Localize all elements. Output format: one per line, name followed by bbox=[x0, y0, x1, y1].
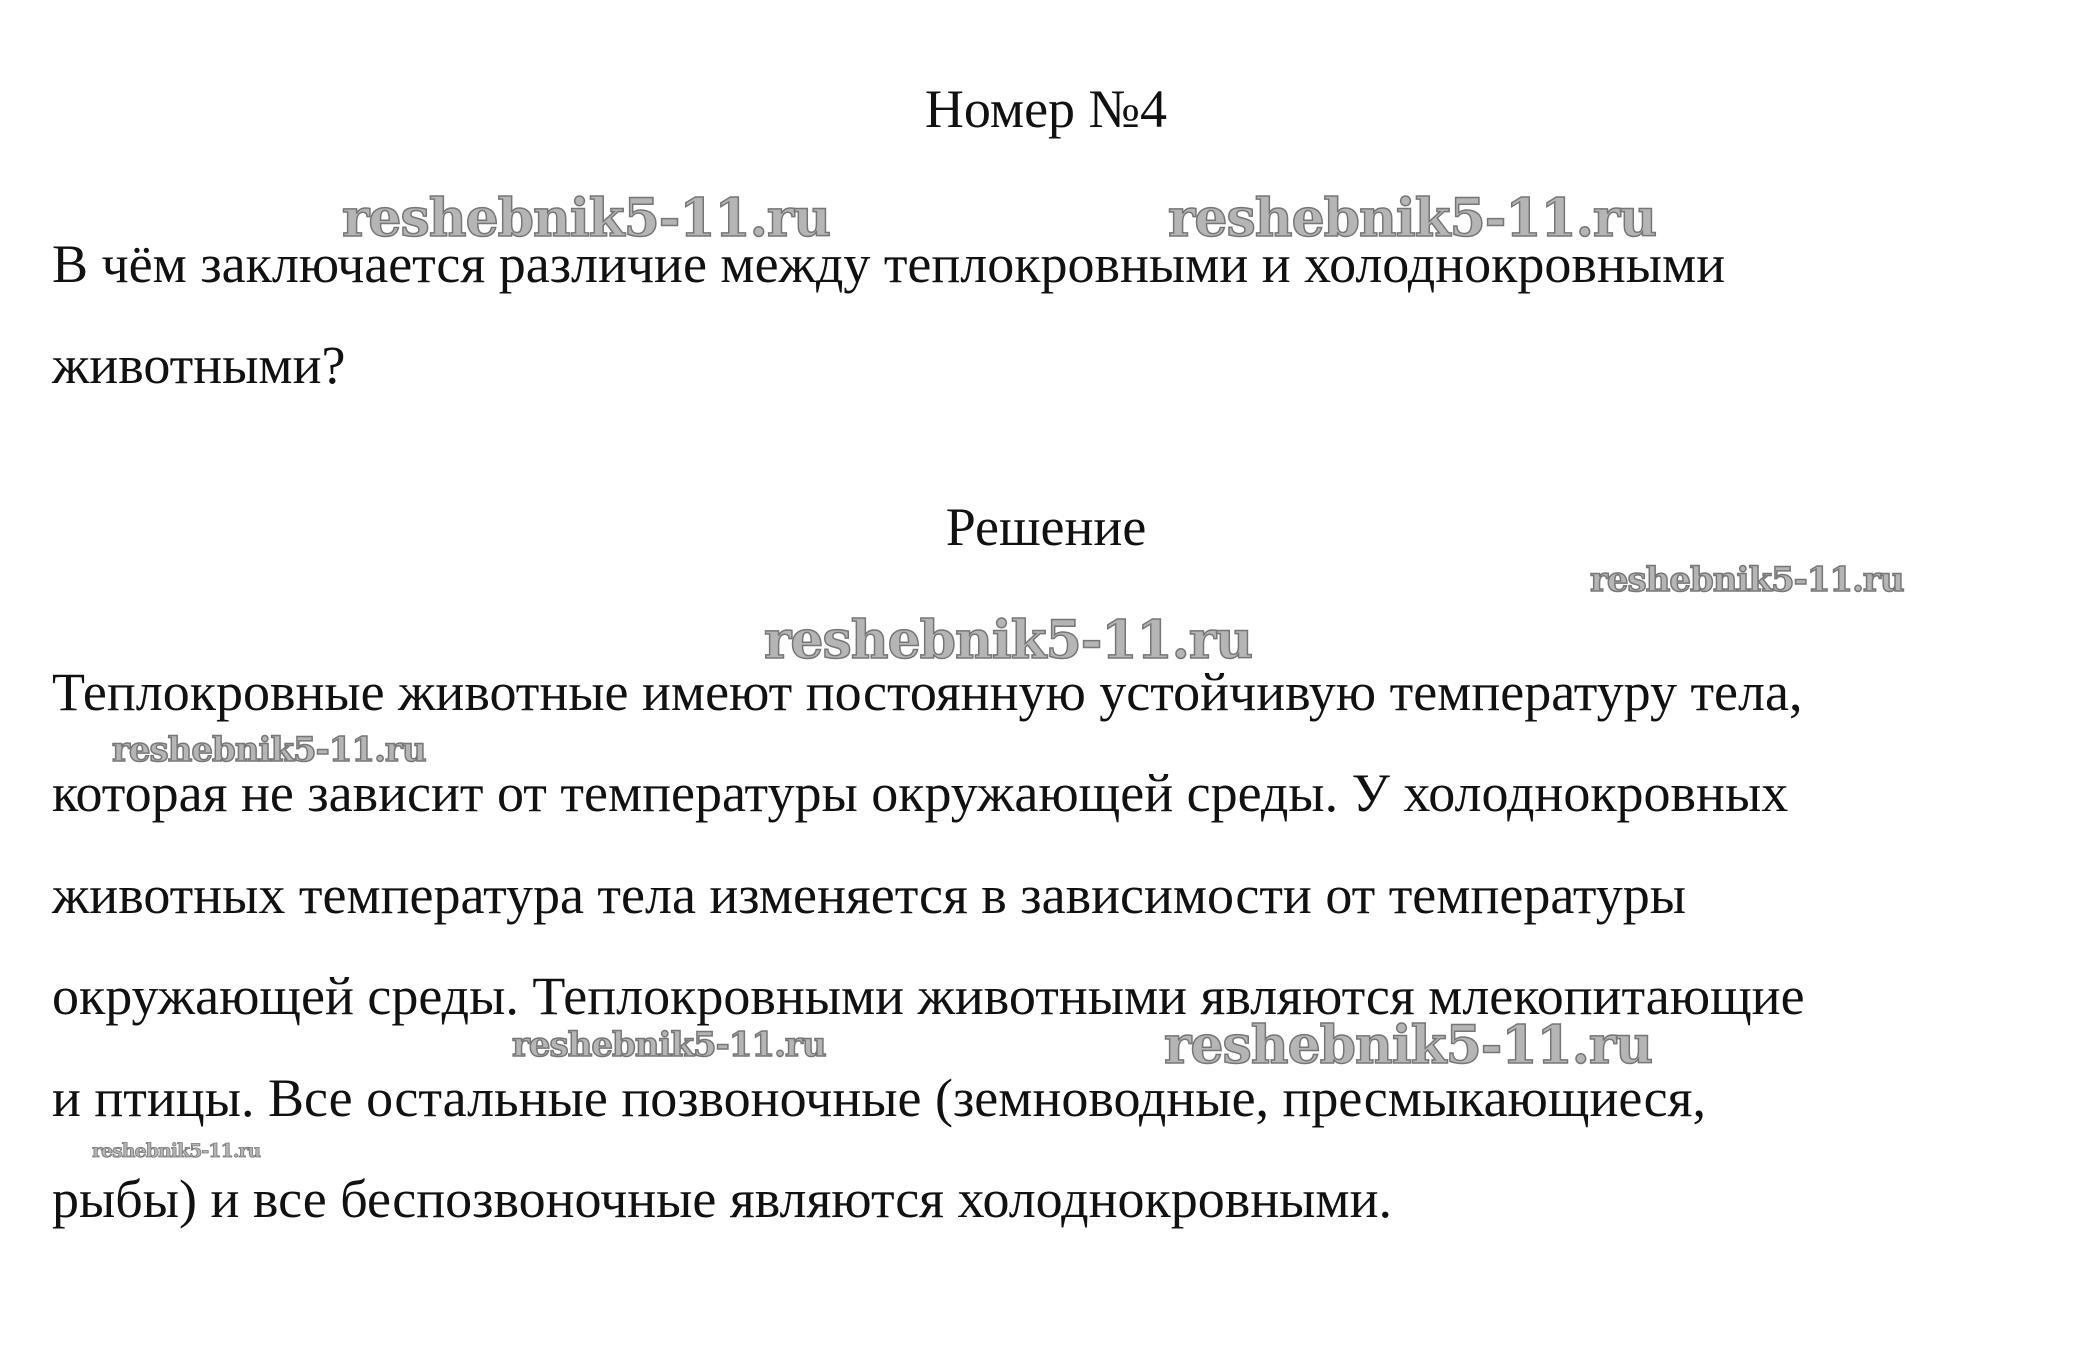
answer-line-1: Теплокровные животные имеют постоянную устойчивую температуру тела, bbox=[52, 662, 1803, 722]
page-title: Номер №4 bbox=[924, 79, 1168, 139]
watermark: reshebnik5-11.ru bbox=[112, 730, 426, 770]
question-line-2: животными? bbox=[52, 335, 346, 395]
watermark: reshebnik5-11.ru bbox=[512, 1025, 826, 1065]
answer-line-5: и птицы. Все остальные позвоночные (земноводные, пресмыкающиеся, bbox=[52, 1068, 1706, 1128]
answer-line-2: которая не зависит от температуры окружающей среды. У холоднокровных bbox=[52, 763, 1789, 823]
watermark: reshebnik5-11.ru bbox=[92, 1140, 261, 1162]
watermark: reshebnik5-11.ru bbox=[1168, 188, 1657, 249]
watermark: reshebnik5-11.ru bbox=[764, 610, 1253, 671]
question-line-1: В чём заключается различие между теплокровными и холоднокровными bbox=[52, 234, 1726, 294]
answer-line-4: окружающей среды. Теплокровными животными являются млекопитающие bbox=[52, 966, 1805, 1026]
watermark: reshebnik5-11.ru bbox=[342, 188, 831, 249]
watermark: reshebnik5-11.ru bbox=[1164, 1015, 1653, 1076]
answer-line-6: рыбы) и все беспозвоночные являются холоднокровными. bbox=[52, 1169, 1392, 1229]
solution-heading: Решение bbox=[945, 497, 1147, 557]
watermark: reshebnik5-11.ru bbox=[1590, 560, 1904, 600]
answer-line-3: животных температура тела изменяется в зависимости от температуры bbox=[52, 865, 1687, 925]
